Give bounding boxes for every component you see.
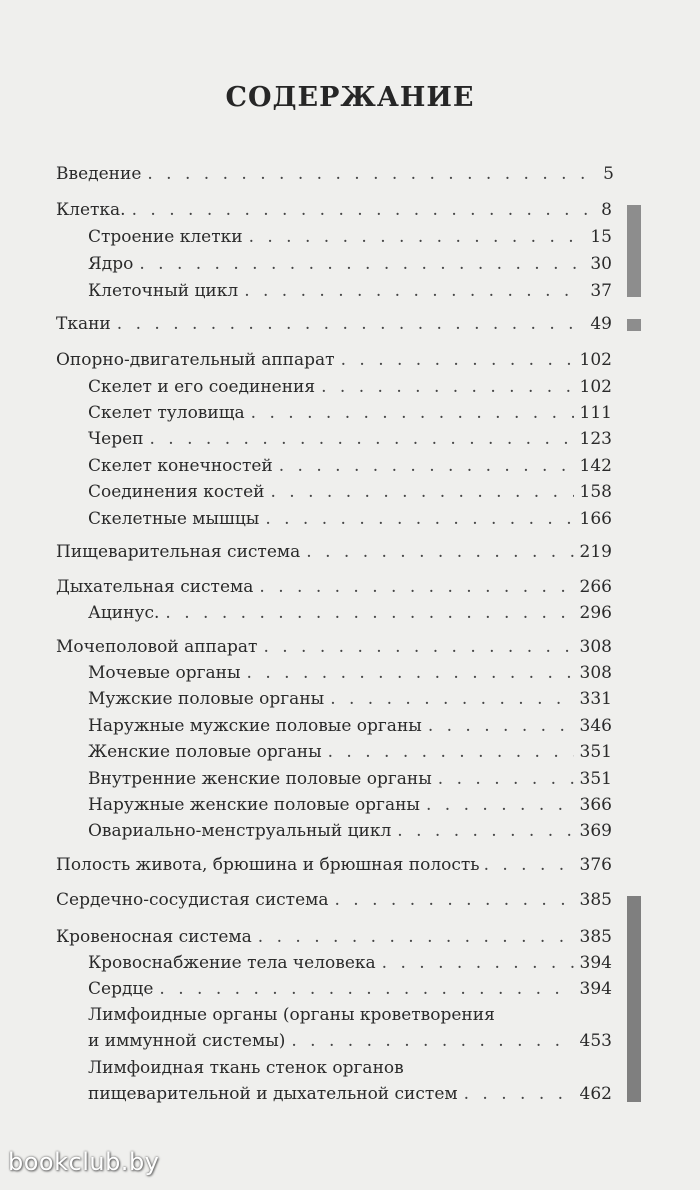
toc-entry-label: Клетка. (56, 200, 126, 220)
toc-entry-page: 111 (579, 403, 612, 423)
toc-entry (56, 542, 612, 566)
toc-entry (56, 855, 612, 879)
toc-entry-page: 385 (579, 890, 612, 910)
toc-entry (88, 716, 612, 740)
toc-entry-page: 308 (579, 637, 612, 657)
leader-dots (330, 689, 573, 709)
toc-entry-label: Ацинус. (88, 603, 160, 623)
toc-entry (88, 742, 612, 766)
toc-entry-page: 142 (579, 456, 612, 476)
toc-entry-label: Соединения костей (88, 482, 265, 502)
toc-entry-label: Овариально-менструальный цикл (88, 821, 392, 841)
leader-dots (139, 254, 584, 274)
toc-entry-page: 296 (579, 603, 612, 623)
toc-entry (56, 637, 612, 661)
toc-entry-label: Строение клетки (88, 227, 243, 247)
leader-dots (265, 509, 573, 529)
toc-entry-page: 462 (579, 1084, 612, 1104)
leader-dots (306, 542, 573, 562)
toc-entry-page: 30 (590, 254, 612, 274)
toc-entry-page: 351 (579, 742, 612, 762)
thumb-index-tab (627, 896, 641, 1102)
toc-entry (88, 509, 612, 533)
leader-dots (249, 227, 585, 247)
toc-entry-page: 219 (579, 542, 612, 562)
toc-entry (88, 456, 612, 480)
leader-dots (132, 200, 596, 220)
leader-dots (464, 1084, 574, 1104)
toc-entry-page: 369 (579, 821, 612, 841)
toc-entry-label: Мочеполовой аппарат (56, 637, 258, 657)
toc-entry (88, 281, 612, 305)
toc-entry (88, 603, 612, 627)
leader-dots (428, 716, 574, 736)
page-title: СОДЕРЖАНИЕ (225, 82, 475, 113)
leader-dots (321, 377, 573, 397)
toc-entry-page: 158 (579, 482, 612, 502)
toc-entry-page: 166 (579, 509, 612, 529)
toc-entry-page: 266 (579, 577, 612, 597)
leader-dots (259, 577, 573, 597)
leader-dots (382, 953, 574, 973)
toc-entry-label: Дыхательная система (56, 577, 254, 597)
leader-dots (426, 795, 574, 815)
toc-entry (56, 314, 612, 338)
toc-entry-label: Мужские половые органы (88, 689, 325, 709)
toc-entry (88, 663, 612, 687)
leader-dots (397, 821, 573, 841)
toc-entry-page: 102 (579, 377, 612, 397)
toc-entry (88, 689, 612, 713)
toc-entry-page: 366 (579, 795, 612, 815)
toc-entry-label: Наружные женские половые органы (88, 795, 420, 815)
toc-entry-label: Скелетные мышцы (88, 509, 260, 529)
toc-entry-label: Наружные мужские половые органы (88, 716, 422, 736)
leader-dots (279, 456, 574, 476)
leader-dots (291, 1031, 573, 1051)
toc-entry (56, 927, 612, 951)
leader-dots (149, 429, 573, 449)
leader-dots (147, 164, 597, 184)
toc-entry-page: 385 (579, 927, 612, 947)
leader-dots (270, 482, 573, 502)
toc-entry-page: 5 (603, 164, 614, 184)
toc-entry-page: 376 (579, 855, 612, 875)
toc-entry-label: Скелет туловища (88, 403, 245, 423)
leader-dots (328, 742, 574, 762)
toc-entry-label: Лимфоидная ткань стенок органов (88, 1058, 404, 1078)
toc-entry-page: 453 (579, 1031, 612, 1051)
toc-entry (88, 482, 612, 506)
thumb-index-tab (627, 205, 641, 297)
thumb-index-tab (627, 319, 641, 331)
toc-entry-page: 394 (579, 953, 612, 973)
toc-entry-label: Мочевые органы (88, 663, 241, 683)
toc-entry-label: и иммунной системы) (88, 1031, 286, 1051)
toc-entry-label: Скелет и его соединения (88, 377, 316, 397)
toc-entry-label: Сердечно-сосудистая система (56, 890, 329, 910)
leader-dots (258, 927, 574, 947)
toc-entry-label: пищеварительной и дыхательной систем (88, 1084, 458, 1104)
toc-entry (56, 890, 612, 914)
toc-entry-page: 8 (601, 200, 612, 220)
leader-dots (247, 663, 574, 683)
toc-entry (56, 164, 614, 188)
toc-entry-page: 331 (579, 689, 612, 709)
leader-dots (341, 350, 574, 370)
toc-entry (88, 429, 612, 453)
toc-entry-page: 394 (579, 979, 612, 999)
toc-entry-label: Кровоснабжение тела человека (88, 953, 376, 973)
toc-entry-label: Клеточный цикл (88, 281, 239, 301)
leader-dots (159, 979, 573, 999)
toc-entry-label: Женские половые органы (88, 742, 322, 762)
toc-entry-page: 123 (579, 429, 612, 449)
toc-entry (88, 821, 612, 845)
toc-entry-label: Опорно-двигательный аппарат (56, 350, 335, 370)
leader-dots (165, 603, 573, 623)
toc-entry (88, 769, 612, 793)
toc-entry (88, 795, 612, 819)
toc-entry (88, 1084, 612, 1108)
toc-entry-page: 346 (579, 716, 612, 736)
leader-dots (438, 769, 574, 789)
toc-entry-label: Ткани (56, 314, 111, 334)
leader-dots (117, 314, 585, 334)
toc-entry-label: Полость живота, брюшина и брюшная полость (56, 855, 480, 875)
toc-entry (88, 254, 612, 278)
leader-dots (335, 890, 574, 910)
toc-entry-label: Пищеварительная система (56, 542, 301, 562)
toc-entry-page: 37 (590, 281, 612, 301)
toc-entry-page: 102 (579, 350, 612, 370)
toc-entry-page: 15 (590, 227, 612, 247)
toc-entry-label: Ядро (88, 254, 134, 274)
toc-entry-label: Кровеносная система (56, 927, 252, 947)
toc-entry (56, 350, 612, 374)
toc-entry-label: Лимфоидные органы (органы кроветворения (88, 1005, 495, 1025)
toc-entry-label: Введение (56, 164, 142, 184)
toc-entry-label: Череп (88, 429, 144, 449)
toc-entry (56, 200, 612, 224)
toc-entry (88, 403, 612, 427)
leader-dots (244, 281, 584, 301)
leader-dots (484, 855, 576, 875)
leader-dots (251, 403, 574, 423)
toc-entry-label: Внутренние женские половые органы (88, 769, 432, 789)
toc-entry (56, 577, 612, 601)
watermark: bookclub.by (8, 1148, 160, 1176)
toc-entry-label: Скелет конечностей (88, 456, 273, 476)
toc-entry-page: 308 (579, 663, 612, 683)
toc-entry (88, 1031, 612, 1055)
leader-dots (263, 637, 573, 657)
toc-entry-page: 49 (590, 314, 612, 334)
toc-entry (88, 979, 612, 1003)
toc-entry (88, 227, 612, 251)
toc-entry (88, 377, 612, 401)
toc-entry (88, 953, 612, 977)
toc-entry-label: Сердце (88, 979, 154, 999)
toc-entry-page: 351 (579, 769, 612, 789)
